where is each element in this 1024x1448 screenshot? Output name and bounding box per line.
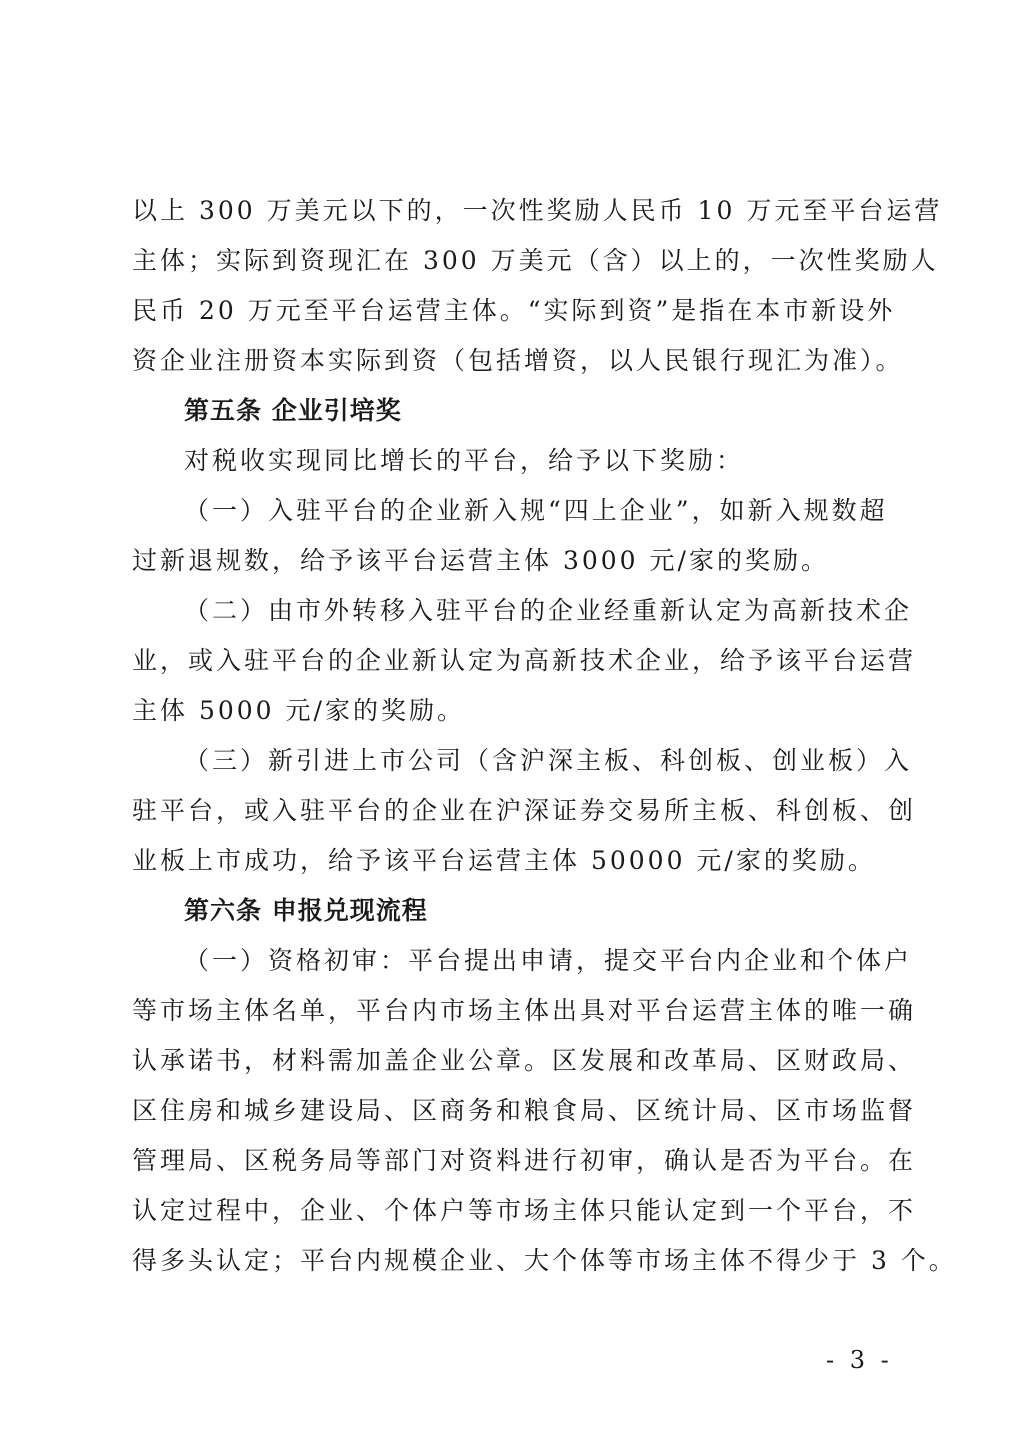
text-line-4: 资企业注册资本实际到资（包括增资，以人民银行现汇为准）。 (132, 346, 904, 375)
text-line-16: （一）资格初审：平台提出申请，提交平台内企业和个体户 (184, 946, 913, 975)
page-number: - 3 - (826, 1346, 893, 1374)
text-line-8: 过新退规数，给予该平台运营主体 3000 元/家的奖励。 (132, 546, 829, 575)
text-line-13: 驻平台，或入驻平台的企业在沪深证券交易所主板、科创板、创 (132, 796, 917, 825)
text-line-19: 区住房和城乡建设局、区商务和粮食局、区统计局、区市场监督 (132, 1096, 917, 1125)
text-line-3: 民币 20 万元至平台运营主体。“实际到资”是指在本市新设外 (132, 296, 896, 325)
text-line-6: 对税收实现同比增长的平台，给予以下奖励： (184, 446, 745, 475)
article-6-heading: 第六条 申报兑现流程 (184, 896, 428, 925)
text-line-9: （二）由市外转移入驻平台的企业经重新认定为高新技术企 (184, 596, 913, 625)
text-line-7: （一）入驻平台的企业新入规“四上企业”，如新入规数超 (184, 496, 888, 525)
text-line-10: 业，或入驻平台的企业新认定为高新技术企业，给予该平台运营 (132, 646, 917, 675)
text-line-2: 主体；实际到资现汇在 300 万美元（含）以上的，一次性奖励人 (132, 246, 939, 275)
body-text (132, 186, 957, 1286)
text-line-1: 以上 300 万美元以下的，一次性奖励人民币 10 万元至平台运营 (132, 196, 943, 225)
text-line-11: 主体 5000 元/家的奖励。 (132, 696, 465, 725)
text-line-18: 认承诺书，材料需加盖企业公章。区发展和改革局、区财政局、 (132, 1046, 917, 1075)
text-line-21: 认定过程中，企业、个体户等市场主体只能认定到一个平台，不 (132, 1196, 917, 1225)
text-line-12: （三）新引进上市公司（含沪深主板、科创板、创业板）入 (184, 746, 913, 775)
text-line-17: 等市场主体名单，平台内市场主体出具对平台运营主体的唯一确 (132, 996, 917, 1025)
text-line-20: 管理局、区税务局等部门对资料进行初审，确认是否为平台。在 (132, 1146, 917, 1175)
article-5-heading: 第五条 企业引培奖 (184, 396, 402, 425)
text-line-22: 得多头认定；平台内规模企业、大个体等市场主体不得少于 3 个。 (132, 1246, 957, 1275)
text-line-14: 业板上市成功，给予该平台运营主体 50000 元/家的奖励。 (132, 846, 876, 875)
